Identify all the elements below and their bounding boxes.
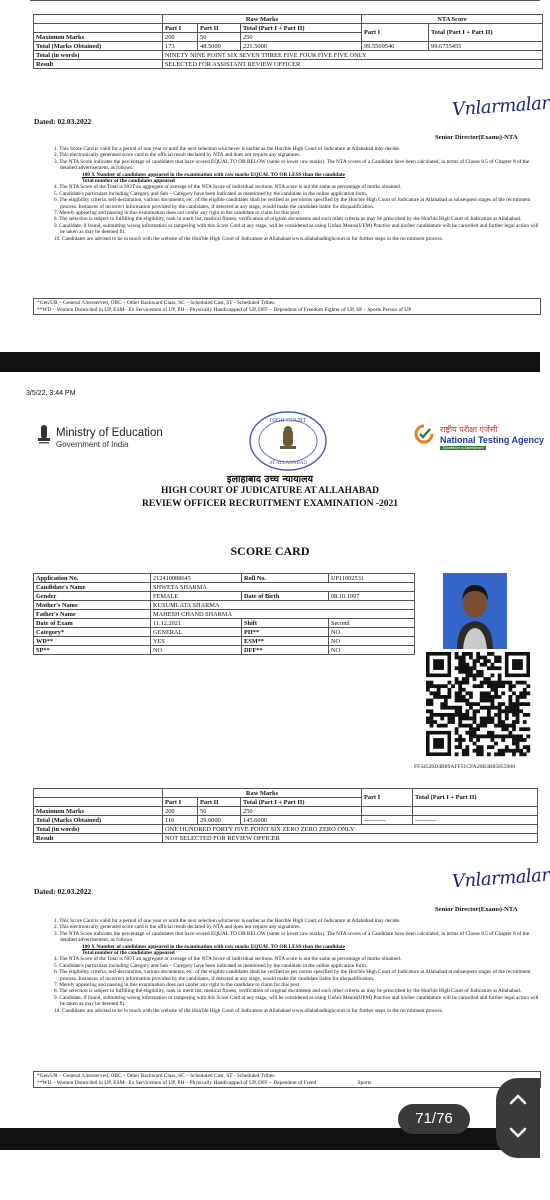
ministry-subtitle: Government of India bbox=[56, 440, 129, 449]
candidate-photo bbox=[443, 573, 507, 649]
total-in-words: ONE HUNDRED FORTY FIVE POINT SIX ZERO ZERO ZERO ONLY bbox=[163, 825, 538, 834]
value-application-no: 212410088645 bbox=[151, 574, 242, 583]
note: 7. Merely appearing and passing in this examination does not confer any right to the candidate to claim for this post. bbox=[54, 982, 301, 989]
marks-table-1 bbox=[33, 14, 543, 69]
row-label: Maximum Marks bbox=[34, 807, 163, 816]
cell: ---------- bbox=[362, 816, 413, 825]
footnote-2: **WD – Women Domiciled in UP, ESM– Ex Servicemen of UP, PH – Physically Handicapped of UP, DFF – Dependent of Freedom Fighter of UP, SP – Sports Person of UP bbox=[37, 306, 412, 313]
note: 4. The NTA Score of the Total is NOT an aggregate or average of the NTA Score of individual sections. NTA score is not the same as percentage of marks obtained. bbox=[54, 956, 402, 963]
seal-text-top: HIGH COURT bbox=[269, 418, 307, 424]
value-category: GENERAL bbox=[151, 628, 242, 637]
result-value: NOT SELECTED FOR REVIEW OFFICER bbox=[163, 834, 538, 843]
value-exam-date: 11.12.2021 bbox=[151, 619, 242, 628]
value-ph: NO bbox=[329, 628, 415, 637]
note: 5. Candidate's particulars including Category and Sub – Category have been indicated as mentioned by the candidate in the online application form. bbox=[54, 962, 368, 969]
value-candidate-name: SHWETA SHARMA bbox=[151, 583, 415, 592]
score-card-title: SCORE CARD bbox=[230, 544, 310, 558]
raw-marks-header: Raw Marks bbox=[163, 789, 362, 798]
cell: 145.6000 bbox=[241, 816, 362, 825]
candidate-info-table bbox=[33, 573, 415, 655]
scroll-control[interactable] bbox=[496, 1078, 540, 1158]
high-court-seal-icon bbox=[248, 410, 328, 472]
label-dob: Date of Birth bbox=[242, 592, 329, 601]
formula-denominator: Total number of the candidates appeared bbox=[82, 178, 175, 185]
cell: 50 bbox=[198, 807, 241, 816]
label-application-no: Application No. bbox=[34, 574, 151, 583]
nta-col-total: Total (Part I + Part II) bbox=[429, 24, 543, 42]
footnote-1: *Gen/UR – General /Unreserved, OBC – Other Backward Class, SC – Scheduled Cast, ST - Scheduled Tribes. bbox=[37, 1073, 276, 1079]
label-shift: Shift bbox=[242, 619, 329, 628]
nta-col-part1: Part I bbox=[362, 789, 413, 807]
score-card-page-1 bbox=[0, 0, 550, 346]
signature: Vnlarmalar bbox=[451, 92, 550, 121]
footnote-box-1 bbox=[33, 298, 541, 315]
value-esm: NO bbox=[329, 637, 415, 646]
note: 10. Candidates are advised to be in touch with the website of the Hon'ble High Court of Judicature at Allahabad www.allahabadhighcourt.in for further steps in the recruitment process. bbox=[54, 1007, 444, 1014]
formula-numerator: 100 X Number of candidates appeared in the examination with raw marks EQUAL TO OR LESS than the candidate bbox=[82, 171, 346, 178]
value-wd: YES bbox=[151, 637, 242, 646]
label-ph: PH** bbox=[242, 628, 329, 637]
nta-col-total: Total (Part I + Part II) bbox=[413, 789, 538, 807]
label-roll-no: Roll No. bbox=[242, 574, 329, 583]
value-father-name: MAHESH CHAND SHARMA bbox=[151, 610, 415, 619]
label-esm: ESM** bbox=[242, 637, 329, 646]
signatory-label: Senior Director(Exams)-NTA bbox=[435, 906, 518, 913]
notes-list-1 bbox=[52, 146, 542, 242]
cell: ---------- bbox=[413, 816, 538, 825]
row-label: Total (Marks Obtained) bbox=[34, 42, 163, 51]
label-exam-date: Date of Exam bbox=[34, 619, 151, 628]
footnote-2: **WD – Women Domiciled in UP, ESM– Ex Servicemen of UP, PH – Physically Handicapped of UP, DFF – Dependent of Freed bbox=[37, 1079, 317, 1086]
court-name: HIGH COURT OF JUDICATURE AT ALLAHABAD bbox=[161, 486, 379, 496]
label-dff: DFF** bbox=[242, 646, 329, 655]
chevron-up-icon[interactable] bbox=[509, 1092, 527, 1106]
col-part1: Part I bbox=[163, 798, 198, 807]
row-label: Maximum Marks bbox=[34, 33, 163, 42]
cell: 99.6735455 bbox=[429, 42, 543, 51]
cell bbox=[362, 807, 413, 816]
label-category: Category* bbox=[34, 628, 151, 637]
note: 10. Candidates are advised to be in touch with the website of the Hon'ble High Court of Judicature at Allahabad www.allahabadhighcourt.in for further steps in the recruitment process. bbox=[54, 235, 444, 242]
note: 5. Candidate's particulars including Category and Sub – Category have been indicated as mentioned by the candidate in the online application form. bbox=[54, 190, 368, 197]
cell: 221.5000 bbox=[241, 42, 362, 51]
note: 7. Merely appearing and passing in this examination does not confer any right to the candidate to claim for this post. bbox=[54, 210, 301, 217]
page-separator bbox=[0, 352, 540, 372]
row-label: Total (Marks Obtained) bbox=[34, 816, 163, 825]
cell: 200 bbox=[163, 33, 198, 42]
cell: 50 bbox=[198, 33, 241, 42]
chevron-down-icon[interactable] bbox=[509, 1126, 527, 1140]
col-part2: Part II bbox=[198, 24, 241, 33]
notes-list-2 bbox=[52, 918, 542, 1014]
cell: 250 bbox=[241, 33, 362, 42]
note: 9. Candidate, if found, submitting wrong information or tampering with this Score Card at any stage, will be considered as using Unfair Means(UFM) Practice and his/her candidature will be cancelled and further legal action will be taken as may be deemed fit. bbox=[54, 222, 539, 236]
seal-text-bottom: AT ALLAHABAD bbox=[268, 461, 308, 466]
ministry-title: Ministry of Education bbox=[56, 427, 163, 439]
col-part2: Part II bbox=[198, 798, 241, 807]
exam-name: REVIEW OFFICER RECRUITMENT EXAMINATION -2021 bbox=[142, 499, 398, 509]
value-dff: NO bbox=[329, 646, 415, 655]
result-value: SELECTED FOR ASSISTANT REVIEW OFFICER bbox=[163, 60, 543, 69]
value-gender: FEMALE bbox=[151, 592, 242, 601]
row-label: Total (in words) bbox=[34, 825, 163, 834]
page-top-border bbox=[30, 0, 540, 1]
score-card-page-2 bbox=[0, 380, 550, 1132]
note: 6. The eligibility criteria, self-declaration, various documents, etc. of the eligible candidates shall be verified as per norms specified by the Hon'ble High Court of Judicature at Allahabad at subsequent stages of the recruitment process. Instances of incorrect information provided by the candidates, if detected at any stage, would make the candidate liable for disqualification. bbox=[54, 969, 531, 982]
signatory-label: Senior Director(Exams)-NTA bbox=[435, 134, 518, 141]
label-candidate-name: Candidate's Name bbox=[34, 583, 151, 592]
nta-tagline: Excellence in Assessment bbox=[440, 446, 486, 450]
nta-name: National Testing Agency bbox=[440, 435, 545, 445]
note: 2. This electronically generated score card is the official result declared by NTA and does not require any signatures. bbox=[54, 924, 301, 931]
value-sp: NO bbox=[151, 646, 242, 655]
label-sp: SP** bbox=[34, 646, 151, 655]
marks-table-2 bbox=[33, 788, 538, 843]
row-label: Result bbox=[34, 834, 163, 843]
note: 8. The selection is subject to fulfilling the eligibility, rank in merit list, medical fitness, verification of original documents and such other criteria as may be prescribed by the Hon'ble High Court of Judicature at Allahabad. bbox=[54, 988, 522, 995]
nta-score-header: NTA Score bbox=[362, 15, 543, 24]
nta-hindi-name: राष्ट्रीय परीक्षा एजेंसी bbox=[440, 425, 498, 434]
note: 3. The NTA Score indicates the percentage of candidates that have scored EQUAL TO OR BELOW (same or lower raw marks). The NTA scores of a Candidate have been calculated, in terms of Clause 8.5 of Chapter 8 of the detailed advertisement, as follows. bbox=[54, 930, 530, 944]
dated-label: Dated: 02.03.2022 bbox=[34, 117, 92, 126]
note: 2. This electronically generated score card is the official result declared by NTA and does not require any signatures. bbox=[54, 152, 301, 159]
value-dob: 08.10.1997 bbox=[329, 592, 415, 601]
footnote-2-tail: Sports bbox=[357, 1079, 372, 1086]
footnote-box-2 bbox=[33, 1071, 541, 1088]
total-in-words: NINETY NINE POINT SIX SEVEN THREE FIVE FOUR FIVE FIVE ONLY bbox=[163, 51, 543, 60]
note: 6. The eligibility criteria, self-declaration, various documents, etc. of the eligible candidates shall be verified as per norms specified by the Hon'ble High Court of Judicature at Allahabad at subsequent stages of the recruitment process. Instances of incorrect information provided by the candidates, if detected at any stage, would make the candidate liable for disqualification. bbox=[54, 197, 531, 210]
cell: 173 bbox=[163, 42, 198, 51]
value-shift: Second bbox=[329, 619, 415, 628]
note: 1. This Score Card is valid for a period of one year or until the next selection whichever is earlier as the Hon'ble High Court of Judicature at Allahabad may decide. bbox=[54, 146, 401, 152]
cell bbox=[413, 807, 538, 816]
row-label: Total (in words) bbox=[34, 51, 163, 60]
col-part1: Part I bbox=[163, 24, 198, 33]
label-father-name: Father's Name bbox=[34, 610, 151, 619]
label-mother-name: Mother's Name bbox=[34, 601, 151, 610]
row-label: Result bbox=[34, 60, 163, 69]
label-gender: Gender bbox=[34, 592, 151, 601]
cell: 250 bbox=[241, 807, 362, 816]
print-timestamp: 3/5/22, 3:44 PM bbox=[26, 390, 76, 397]
raw-marks-header: Raw Marks bbox=[163, 15, 362, 24]
qr-code bbox=[426, 652, 530, 756]
nta-logo-icon bbox=[414, 424, 434, 444]
page-counter: 71/76 bbox=[398, 1104, 470, 1134]
note: 8. The selection is subject to fulfilling the eligibility, rank in merit list, medical fitness, verification of original documents and such other criteria as may be prescribed by the Hon'ble High Court of Judicature at Allahabad. bbox=[54, 216, 522, 223]
cell: 29.6000 bbox=[198, 816, 241, 825]
col-total: Total (Part I + Part II) bbox=[241, 798, 362, 807]
cell: 200 bbox=[163, 807, 198, 816]
note: 9. Candidate, if found, submitting wrong information or tampering with this Score Card at any stage, will be considered as using Unfair Means(UFM) Practice and his/her candidature will be cancelled and further legal action will be taken as may be deemed fit. bbox=[54, 994, 539, 1008]
cell: 99.5569546 bbox=[362, 42, 429, 51]
value-roll-no: UP11002531 bbox=[329, 574, 415, 583]
emblem-icon bbox=[36, 424, 52, 448]
cell: 48.5000 bbox=[198, 42, 241, 51]
label-wd: WD** bbox=[34, 637, 151, 646]
value-mother-name: KUSUMLATA SHARMA bbox=[151, 601, 415, 610]
qr-code-text: FF34526D4B89AFF51CFA26B3B85855900 bbox=[414, 764, 515, 770]
note: 3. The NTA Score indicates the percentage of candidates that have scored EQUAL TO OR BELOW (same or lower raw marks). The NTA scores of a Candidate have been calculated, in terms of Clause 8.5 of Chapter 8 of the detailed advertisement, as follows. bbox=[54, 158, 530, 172]
formula-numerator: 100 X Number of candidates appeared in the examination with raw marks EQUAL TO OR LESS than the candidate bbox=[82, 943, 346, 950]
dated-label: Dated: 02.03.2022 bbox=[34, 887, 92, 896]
col-total: Total (Part I + Part II) bbox=[241, 24, 362, 33]
footnote-1: *Gen/UR – General /Unreserved, OBC – Other Backward Class, SC – Scheduled Cast, ST - Scheduled Tribes. bbox=[37, 300, 276, 306]
signature: Vnlarmalar bbox=[451, 864, 550, 893]
note: 1. This Score Card is valid for a period of one year or until the next selection whichever is earlier as the Hon'ble High Court of Judicature at Allahabad may decide. bbox=[54, 918, 401, 924]
formula-denominator: Total number of the candidates appeared bbox=[82, 950, 175, 957]
nta-col-part1: Part I bbox=[362, 24, 429, 42]
note: 4. The NTA Score of the Total is NOT an aggregate or average of the NTA Score of individual sections. NTA score is not the same as percentage of marks obtained. bbox=[54, 184, 402, 191]
court-hindi-name: इलाहाबाद उच्च न्यायालय bbox=[226, 474, 314, 485]
cell: 116 bbox=[163, 816, 198, 825]
